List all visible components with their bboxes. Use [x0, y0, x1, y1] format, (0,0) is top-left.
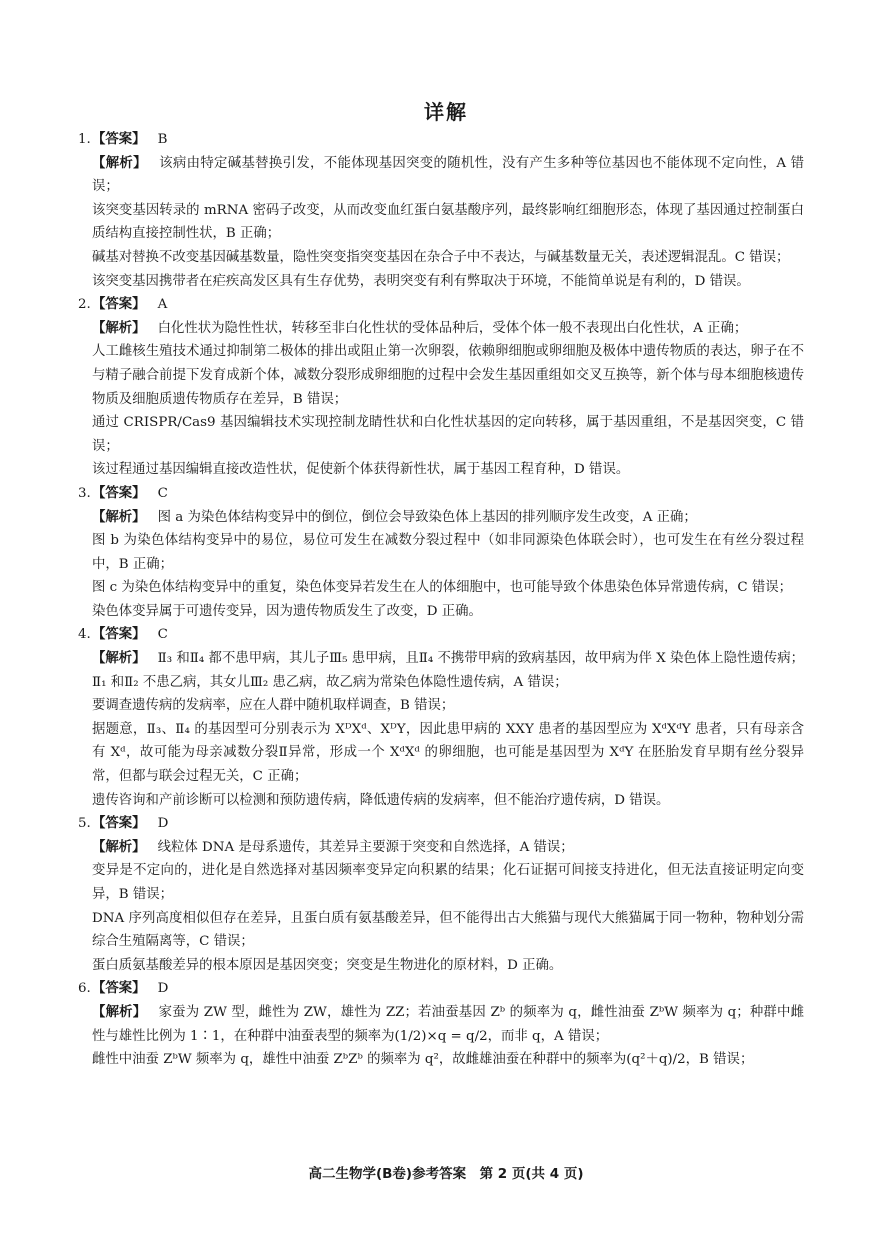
answer-tag: 【答案】 — [92, 132, 146, 147]
analysis-text: 据题意，Ⅱ₃、Ⅱ₄ 的基因型可分别表示为 XᴰXᵈ、XᴰY，因此患甲病的 XXY 患者的基因型应为 XᵈXᵈY 患者，只有母亲含有 Xᵈ，故可能为母亲减数分裂Ⅱ异常，形成一个 XᵈXᵈ 的卵细胞，也可能是基因型为 XᵈY 在胚胎发育早期有丝分裂异常，但都与联会过程无关，C 正确； — [92, 721, 804, 785]
answer-value: A — [157, 297, 168, 313]
answer-value: C — [157, 485, 168, 501]
analysis-text: 图 b 为染色体结构变异中的易位，易位可发生在减数分裂过程中（如非同源染色体联会时），也可发生在有丝分裂过程中，B 正确； — [92, 533, 804, 572]
question-number: 4. — [78, 627, 91, 643]
page-footer: 高二生物学(B卷)参考答案 第 2 页(共 4 页) — [308, 1166, 584, 1182]
answer-value: D — [157, 816, 169, 832]
analysis-tag: 【解析】 — [92, 839, 146, 855]
analysis-text: 线粒体 DNA 是母系遗传，其差异主要源于突变和自然选择，A 错误； — [157, 839, 574, 855]
analysis-paragraph — [92, 859, 804, 906]
analysis-paragraph — [92, 647, 804, 694]
analysis-paragraph — [92, 694, 804, 718]
answer-tag: 【答案】 — [92, 981, 146, 997]
answer-line — [78, 977, 804, 1001]
page-title: 详解 — [424, 100, 468, 124]
analysis-paragraph — [92, 458, 804, 482]
analysis-paragraph — [92, 246, 804, 270]
analysis-text: 图 a 为染色体结构变异中的倒位，倒位会导致染色体上基因的排列顺序发生改变，A 正确； — [157, 509, 697, 525]
analysis-text: 碱基对替换不改变基因碱基数量，隐性突变指突变基因在杂合子中不表达，与碱基数量无关，表述逻辑混乱。C 错误； — [92, 249, 790, 265]
analysis-text: 遗传咨询和产前诊断可以检测和预防遗传病，降低遗传病的发病率，但不能治疗遗传病，D 错误。 — [92, 792, 670, 808]
analysis-text: 染色体变异属于可遗传变异，因为遗传物质发生了改变，D 正确。 — [92, 603, 482, 619]
analysis-text: 雌性中油蚕 ZᵇW 频率为 q，雄性中油蚕 ZᵇZᵇ 的频率为 q²，故雌雄油蚕在种群中的频率为(q²＋q)/2，B 错误； — [92, 1052, 754, 1068]
answer-value: C — [157, 627, 168, 643]
question-number: 1. — [78, 132, 91, 147]
analysis-text: 通过 CRISPR/Cas9 基因编辑技术实现控制龙睛性状和白化性状基因的定向转移，属于基因重组，不是基因突变，C 错误； — [92, 415, 804, 454]
analysis-text: 图 c 为染色体结构变异中的重复，染色体变异若发生在人的体细胞中，也可能导致个体患染色体异常遗传病，C 错误； — [92, 580, 793, 596]
analysis-paragraph — [92, 1048, 804, 1072]
analysis-paragraph — [92, 506, 804, 530]
analysis-text: 该突变基因携带者在疟疾高发区具有生存优势，表明突变有利有弊取决于环境，不能简单说是有利的，D 错误。 — [92, 273, 750, 289]
analysis-text: 人工雌核生殖技术通过抑制第二极体的排出或阻止第一次卵裂，依赖卵细胞或卵细胞及极体中遗传物质的表达，卵子在不与精子融合前提下发育成新个体，减数分裂形成卵细胞的过程中会发生基因重组如交叉互换等，新个体与母本细胞核遗传物质及细胞质遗传物质存在差异，B 错误； — [92, 344, 804, 407]
analysis-paragraph — [92, 954, 804, 978]
analysis-text: 该病由特定碱基替换引发，不能体现基因突变的随机性，没有产生多种等位基因也不能体现不定向性，A 错误； — [92, 155, 804, 195]
analysis-paragraph — [92, 529, 804, 576]
analysis-text: 该过程通过基因编辑直接改造性状，促使新个体获得新性状，属于基因工程育种，D 错误。 — [92, 462, 630, 478]
analysis-text: 蛋白质氨基酸差异的根本原因是基因突变；突变是生物进化的原材料，D 正确。 — [92, 957, 563, 973]
analysis-text: 该突变基因转录的 mRNA 密码子改变，从而改变血红蛋白氨基酸序列，最终影响红细胞形态，体现了基因通过控制蛋白质结构直接控制性状，B 正确； — [92, 202, 804, 242]
analysis-paragraph — [92, 1001, 804, 1048]
analysis-text: 白化性状为隐性性状，转移至非白化性状的受体品种后，受体个体一般不表现出白化性状，A 正确； — [157, 320, 748, 336]
answer-line — [78, 128, 804, 152]
analysis-text: DNA 序列高度相似但存在差异，且蛋白质有氨基酸差异，但不能得出古大熊猫与现代大熊猫属于同一物种，物种划分需综合生殖隔离等，C 错误； — [92, 910, 804, 950]
analysis-paragraph — [92, 576, 804, 600]
analysis-tag: 【解析】 — [92, 155, 147, 171]
answer-item — [78, 128, 804, 293]
answer-line — [78, 812, 804, 836]
question-number: 2. — [78, 297, 91, 313]
answer-tag: 【答案】 — [92, 297, 146, 313]
answer-tag: 【答案】 — [92, 627, 146, 643]
question-number: 3. — [78, 485, 91, 501]
analysis-paragraph — [92, 907, 804, 954]
analysis-tag: 【解析】 — [92, 320, 146, 336]
answer-item — [78, 812, 804, 977]
analysis-paragraph — [92, 199, 804, 246]
analysis-paragraph — [92, 600, 804, 624]
question-number: 5. — [78, 816, 91, 832]
analysis-paragraph — [92, 789, 804, 813]
analysis-tag: 【解析】 — [92, 509, 146, 525]
analysis-paragraph — [92, 270, 804, 294]
analysis-paragraph — [92, 411, 804, 458]
answer-line — [78, 623, 804, 647]
answer-item — [78, 293, 804, 482]
answer-value: B — [157, 132, 168, 147]
analysis-tag: 【解析】 — [92, 1004, 147, 1020]
analysis-text: 变异是不定向的，进化是自然选择对基因频率变异定向积累的结果；化石证据可间接支持进化，但无法直接证明定向变异，B 错误； — [92, 863, 804, 902]
answer-line — [78, 293, 804, 317]
analysis-paragraph — [92, 836, 804, 860]
answer-content — [78, 128, 805, 1072]
answer-item — [78, 482, 804, 624]
analysis-text: 要调查遗传病的发病率，应在人群中随机取样调查，B 错误； — [92, 698, 455, 714]
analysis-paragraph — [92, 340, 804, 411]
analysis-tag: 【解析】 — [92, 651, 146, 667]
answer-tag: 【答案】 — [92, 485, 146, 501]
answer-item — [78, 977, 805, 1071]
analysis-text: 家蚕为 ZW 型，雌性为 ZW，雄性为 ZZ；若油蚕基因 Zᵇ 的频率为 q，雌性油蚕 ZᵇW 频率为 q；种群中雌性与雄性比例为 1∶1，在种群中油蚕表型的频率为(1/2)×q = q/2，而非 q，A 错误； — [92, 1004, 805, 1044]
answer-tag: 【答案】 — [92, 816, 146, 832]
analysis-paragraph — [92, 152, 804, 199]
answer-item — [78, 623, 805, 812]
answer-value: D — [157, 981, 169, 997]
analysis-paragraph — [92, 317, 804, 341]
analysis-paragraph — [92, 718, 804, 789]
analysis-text: Ⅱ₃ 和Ⅱ₄ 都不患甲病，其儿子Ⅲ₅ 患甲病，且Ⅱ₄ 不携带甲病的致病基因，故甲病为伴 X 染色体上隐性遗传病；Ⅱ₁ 和Ⅱ₂ 不患乙病，其女儿Ⅲ₂ 患乙病，故乙病为常染色体隐性遗传病，A 错误； — [92, 651, 805, 690]
answer-line — [78, 482, 804, 506]
question-number: 6. — [78, 981, 91, 997]
